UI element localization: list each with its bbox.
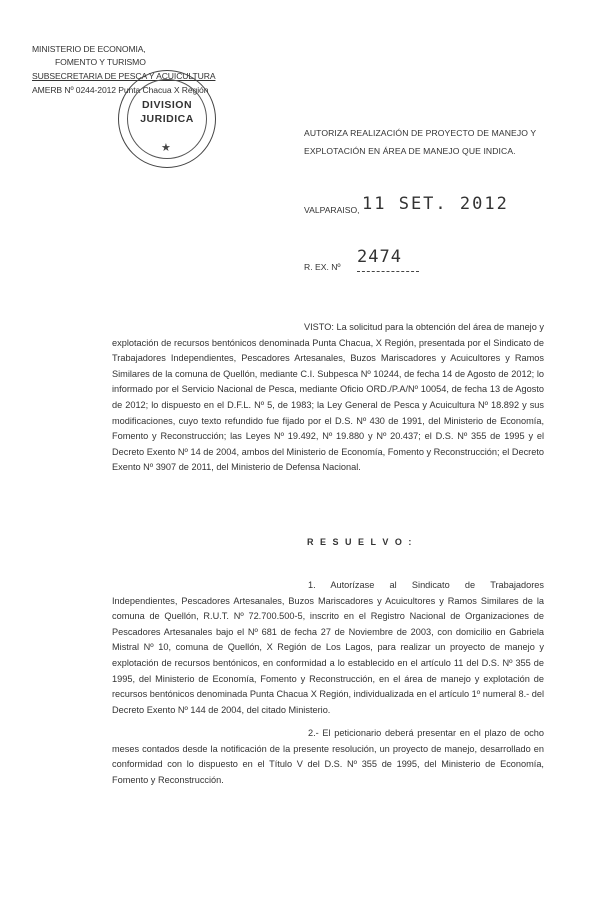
date-stamp: 11 SET. 2012 <box>362 194 509 214</box>
division-juridica-seal <box>118 70 216 168</box>
subsecretaria-name: SUBSECRETARIA DE PESCA Y ACUICULTURA <box>32 71 216 81</box>
resolution-point-2: 2.- El peticionario deberá presentar en el plazo de ocho meses contados desde la notificación de la presente resolución, un proyecto de manejo, desarrollado en conformidad con lo dispuesto en el Título V del D.S. Nº 355 de 1995, del Ministerio de Economía, Fomento y Reconstrucción. <box>112 728 544 785</box>
seal-text-line1: DIVISION <box>141 99 193 111</box>
resuelvo-heading: R E S U E L V O : <box>307 537 414 547</box>
visto-paragraph: VISTO: La solicitud para la obtención del área de manejo y explotación de recursos bentónicos denominada Punta Chacua, X Región, presentada por el Sindicato de Trabajadores Independientes, Pescadores Artesanales, Buzos Mariscadores y Acuicultores y Ramos Similares de la comuna de Quellón, mediante C.I. Subpesca Nº 10244, de fecha 14 de Agosto de 2012; lo informado por el Servicio Nacional de Pesca, mediante Oficio ORD./P.A/Nº 10054, de fecha 13 de Agosto de 2012; lo dispuesto en el D.F.L. Nº 5, de 1983; la Ley General de Pesca y Acuicultura Nº 18.892 y sus modificaciones, cuyo texto refundido fue fijado por el D.S. Nº 430 de 1991, del Ministerio de Economía, Fomento y Reconstrucción; las Leyes Nº 19.492, Nº 19.880 y Nº 20.437; el D.S. Nº 355 de 1995 y el Decreto Exento Nº 14 de 2004, ambos del Ministerio de Economía, Fomento y Reconstrucción; el Decreto Exento Nº 3907 de 2011, del Ministerio de Defensa Nacional. <box>112 322 544 473</box>
amerb-reference: AMERB Nº 0244-2012 Punta Chacua X Región <box>32 85 209 95</box>
seal-star-icon: ★ <box>161 142 171 154</box>
document-title: AUTORIZA REALIZACIÓN DE PROYECTO DE MANEJO Y EXPLOTACIÓN EN ÁREA DE MANEJO QUE INDICA. <box>304 128 537 156</box>
place-label: VALPARAISO, <box>304 205 360 215</box>
ministry-subtitle: FOMENTO Y TURISMO <box>55 57 146 67</box>
seal-text-line2: JURIDICA <box>140 113 194 125</box>
resolution-underline <box>357 271 419 272</box>
resolution-label: R. EX. Nº <box>304 262 341 272</box>
resolution-number: 2474 <box>357 247 402 267</box>
ministry-name: MINISTERIO DE ECONOMIA, <box>32 44 146 54</box>
resolution-point-1: 1. Autorízase al Sindicato de Trabajadores Independientes, Pescadores Artesanales, Buzos Mariscadores y Acuicultores y Ramos Similares de la comuna de Quellón, R.U.T. Nº 72.700.500-5, inscrito en el Registro Nacional de Organizaciones de Pescadores Artesanales bajo el Nº 681 de fecha 27 de Noviembre de 2003, con domicilio en Gabriela Mistral Nº 10, comuna de Quellón, X Región de Los Lagos, para realizar un proyecto de manejo y explotación de recursos bentónicos, en conformidad a lo establecido en el artículo 11 del D.S. Nº 355 de 1995, del Ministerio de Economía, Fomento y Reconstrucción, en el área de manejo y explotación de recursos bentónicos denominada Punta Chacua X Región, individualizada en el artículo 1º numeral 8.- del Decreto Exento Nº 144 de 2004, del citado Ministerio. <box>112 580 544 715</box>
